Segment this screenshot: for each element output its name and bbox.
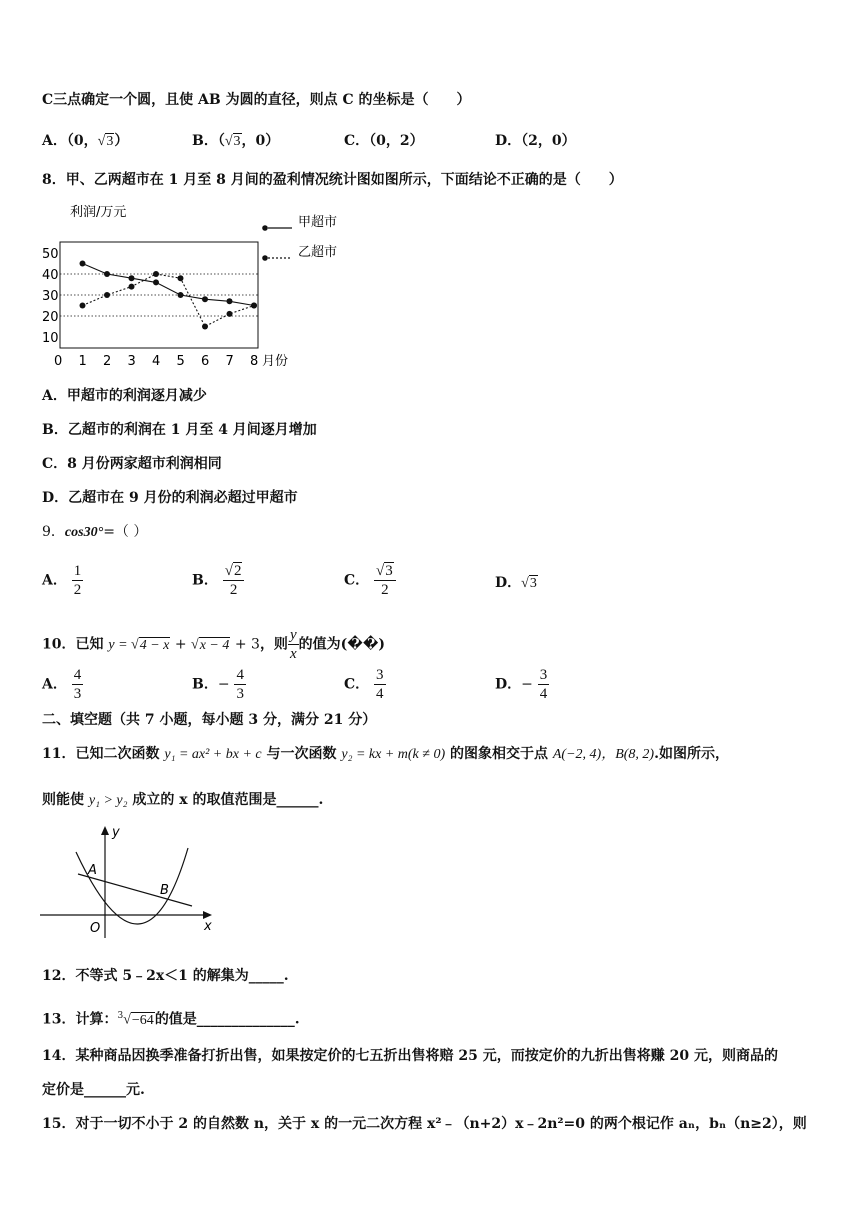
y-tick-label: 50 xyxy=(42,247,59,262)
q8-option-b: B．乙超市的利润在 1 月至 4 月间逐月增加 xyxy=(42,422,317,438)
x-tick-label: 4 xyxy=(152,354,161,369)
data-point xyxy=(80,261,86,267)
data-point xyxy=(227,311,233,317)
legend-label: 乙超市 xyxy=(298,245,338,260)
x-tick-label: 7 xyxy=(225,354,234,369)
q8-option-d: D．乙超市在 9 月份的利润必超过甲超市 xyxy=(42,490,298,506)
q8-stem: 8．甲、乙两超市在 1 月至 8 月间的盈利情况统计图如图所示，下面结论不正确的是（ ） xyxy=(42,172,623,188)
q9-stem: 9．cos30°=（ ） xyxy=(42,524,148,540)
data-point xyxy=(153,271,159,277)
q8-option-c: C．8 月份两家超市利润相同 xyxy=(42,456,222,472)
q8-option-a: A．甲超市的利润逐月减少 xyxy=(42,388,207,404)
legend-marker xyxy=(262,225,268,231)
data-point xyxy=(178,275,184,281)
q14-line2: 定价是______元. xyxy=(42,1082,145,1098)
x-axis-arrow xyxy=(203,911,212,919)
data-point xyxy=(153,279,159,285)
q14-line1: 14．某种商品因换季准备打折出售，如果按定价的七五折出售将赔 25 元，而按定价的九折出售将赚 20 元，则商品的 xyxy=(42,1048,778,1064)
x-tick-label: 3 xyxy=(127,354,136,369)
point-b-label: B xyxy=(160,883,169,898)
y-axis-title: 利润/万元 xyxy=(70,205,127,220)
data-point xyxy=(80,303,86,309)
x-tick-label: 0 xyxy=(54,354,63,369)
section-heading: 二、填空题（共 7 小题，每小题 3 分，满分 21 分） xyxy=(42,712,377,728)
q12: 12．不等式 5﹣2x＜1 的解集为_____. xyxy=(42,968,289,984)
q9-option-c: C． $\frac{√3}{2}$ xyxy=(344,562,396,599)
x-axis-title: 月份 xyxy=(262,354,289,369)
q7-option-a: A．（0，√3） xyxy=(42,133,129,149)
data-point xyxy=(202,324,208,330)
q10-option-b: B．− $\frac{4}{3}$ xyxy=(192,667,244,702)
y-tick-label: 40 xyxy=(42,268,59,283)
data-point xyxy=(104,292,110,298)
q11-line1: 11．已知二次函数 y₁ = ax² + bx + c 与一次函数 y₂ = kx + m(k ≠ 0) 的图象相交于点 A(−2, 4)，B(8, 2).如图所示， xyxy=(42,746,729,762)
x-tick-label: 5 xyxy=(176,354,185,369)
parabola-curve xyxy=(76,848,188,924)
x-tick-label: 8 xyxy=(250,354,259,369)
q9-option-a: A． $\frac{1}{2}$ xyxy=(42,563,82,598)
data-point xyxy=(129,275,135,281)
q7-option-d: D．（2，0） xyxy=(495,133,576,149)
q13: 13．计算：$^3$√−64的值是______________. xyxy=(42,1011,300,1028)
data-point xyxy=(227,298,233,304)
q7-option-c: C．（0，2） xyxy=(344,133,424,149)
x-tick-label: 2 xyxy=(103,354,112,369)
q10-option-d: D．− $\frac{3}{4}$ xyxy=(495,667,548,702)
legend-marker xyxy=(262,255,268,261)
data-point xyxy=(178,292,184,298)
linear-function-line xyxy=(78,874,192,906)
profit-line-chart xyxy=(40,200,380,375)
q9-option-b: B． $\frac{√2}{2}$ xyxy=(192,562,244,599)
data-point xyxy=(104,271,110,277)
q11-line2: 则能使 y₁ > y₂ 成立的 x 的取值范围是______. xyxy=(42,792,324,808)
data-point xyxy=(251,303,257,309)
origin-label: O xyxy=(90,921,101,936)
q11-function-graph xyxy=(40,820,220,940)
y-axis-label: y xyxy=(112,825,120,840)
y-tick-label: 20 xyxy=(42,310,59,325)
q10-option-c: C． $\frac{3}{4}$ xyxy=(344,667,384,702)
q10-option-a: A． $\frac{4}{3}$ xyxy=(42,667,82,702)
data-point xyxy=(129,284,135,290)
data-point xyxy=(202,296,208,302)
y-tick-label: 30 xyxy=(42,289,59,304)
q7-stem: C三点确定一个圆，且使 AB 为圆的直径，则点 C 的坐标是（ ） xyxy=(42,92,471,108)
q15: 15．对于一切不小于 2 的自然数 n，关于 x 的一元二次方程 x²﹣（n+2）x﹣2n²=0 的两个根记作 aₙ，bₙ（n≥2），则 xyxy=(42,1116,807,1132)
x-axis-label: x xyxy=(204,919,212,934)
q9-option-d: D．√3 xyxy=(495,575,537,591)
point-a-label: A xyxy=(88,863,97,878)
q10-stem: 10．已知 y = √4 − x + √x − 4 + 3，则 $\frac{y}{x}$ 的值为(��) xyxy=(42,627,386,662)
y-tick-label: 10 xyxy=(42,331,59,346)
q7-option-b: B．（√3，0） xyxy=(192,133,280,149)
y-axis-arrow xyxy=(101,826,109,835)
legend-label: 甲超市 xyxy=(298,215,338,230)
x-tick-label: 6 xyxy=(201,354,210,369)
x-tick-label: 1 xyxy=(78,354,87,369)
